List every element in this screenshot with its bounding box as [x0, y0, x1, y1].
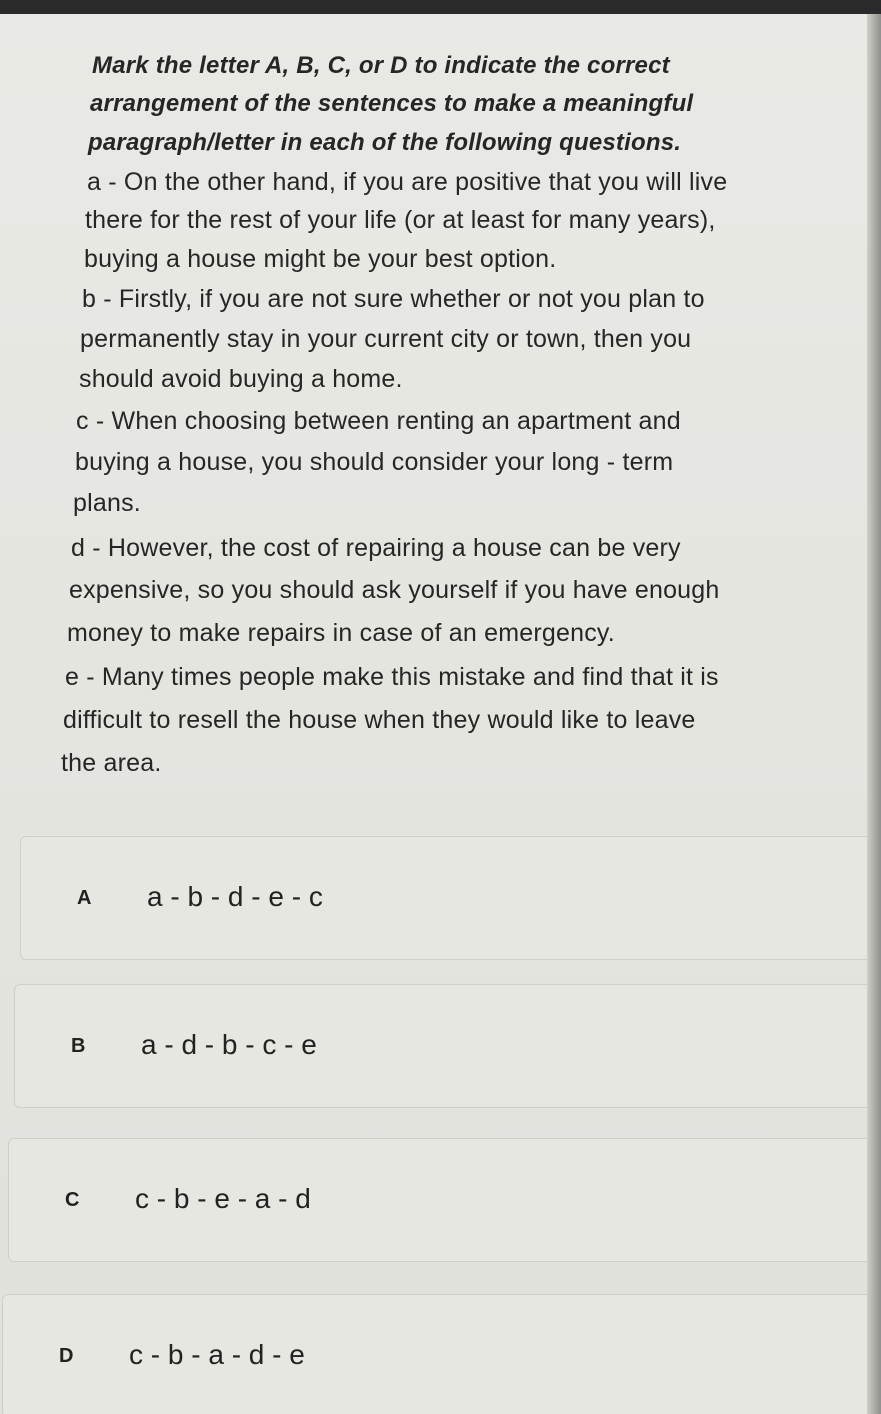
- sentence-line: there for the rest of your life (or at least for many years),: [85, 206, 716, 234]
- option-text: a - d - b - c - e: [141, 1029, 317, 1060]
- sentence-line: the area.: [61, 749, 162, 777]
- sentence-line: d - However, the cost of repairing a house can be very: [71, 534, 681, 562]
- instruction-line: Mark the letter A, B, C, or D to indicate the correct: [92, 52, 670, 79]
- sentence-line: e - Many times people make this mistake and find that it is: [65, 663, 719, 691]
- instruction-line: arrangement of the sentences to make a meaningful: [90, 90, 694, 117]
- sentence-line: b - Firstly, if you are not sure whether or not you plan to: [82, 285, 705, 313]
- answer-option-d[interactable]: [2, 1294, 867, 1414]
- option-text: c - b - a - d - e: [129, 1339, 305, 1370]
- answer-option-b[interactable]: [14, 984, 867, 1108]
- option-text: a - b - d - e - c: [147, 881, 323, 912]
- sentence-line: difficult to resell the house when they would like to leave: [63, 706, 696, 734]
- sentence-line: plans.: [73, 489, 141, 517]
- answer-option-a[interactable]: [20, 836, 867, 960]
- option-letter: A: [77, 887, 92, 909]
- option-letter: D: [59, 1345, 74, 1367]
- answer-option-c[interactable]: [8, 1138, 867, 1262]
- option-letter: B: [71, 1035, 86, 1057]
- screen: [0, 14, 867, 1414]
- sentence-line: a - On the other hand, if you are positive that you will live: [87, 168, 728, 196]
- sentence-line: should avoid buying a home.: [79, 365, 403, 393]
- sentence-line: buying a house, you should consider your long - term: [75, 448, 674, 476]
- question-text: [0, 14, 867, 814]
- sentence-line: expensive, so you should ask yourself if you have enough: [69, 576, 720, 604]
- option-text: c - b - e - a - d: [135, 1183, 311, 1214]
- instruction-line: paragraph/letter in each of the following questions.: [88, 129, 682, 156]
- top-bezel: [0, 0, 881, 14]
- right-bezel: [867, 14, 881, 1414]
- sentence-line: c - When choosing between renting an apartment and: [76, 407, 681, 435]
- sentence-line: buying a house might be your best option.: [84, 245, 557, 273]
- sentence-line: money to make repairs in case of an emergency.: [67, 619, 615, 647]
- option-letter: C: [65, 1189, 80, 1211]
- sentence-line: permanently stay in your current city or town, then you: [80, 325, 692, 353]
